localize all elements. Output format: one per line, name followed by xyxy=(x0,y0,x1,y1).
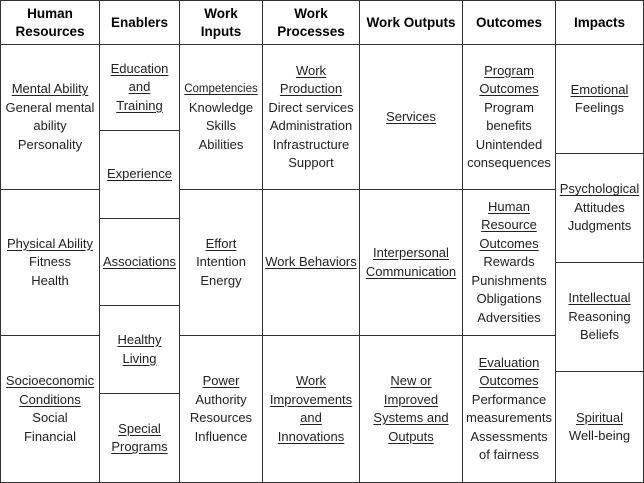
cell-title: Resource xyxy=(481,217,537,233)
cell-title: Healthy xyxy=(117,332,162,347)
cell-item: Skills xyxy=(205,118,237,133)
header-impacts xyxy=(556,0,644,45)
cell-title: New or xyxy=(390,373,432,388)
cell-title: Psychological xyxy=(559,181,640,197)
cell-item: Punishments xyxy=(471,272,547,288)
cell-title: Physical Ability xyxy=(7,235,93,251)
cell-oc-human xyxy=(463,190,556,336)
cell-item: Judgments xyxy=(567,218,632,234)
cell-title: Education xyxy=(110,60,169,76)
cell-item: Financial xyxy=(23,428,77,444)
cell-item: Intention xyxy=(196,254,246,270)
cell-title: Work xyxy=(295,62,327,78)
header-human-resources xyxy=(0,0,100,45)
cell-title: Improvements xyxy=(269,391,353,407)
cell-title: Mental Ability xyxy=(11,81,89,96)
cell-title: Outcomes xyxy=(479,373,539,388)
cell-title: Program xyxy=(484,62,534,78)
cell-title: Training xyxy=(116,97,163,113)
cell-title: Spiritual xyxy=(576,409,623,425)
header-enablers xyxy=(100,0,180,45)
cell-item: consequences xyxy=(467,155,551,170)
header-work-processes xyxy=(263,0,360,45)
cell-title: Living xyxy=(122,350,157,366)
cell-title: Intellectual xyxy=(568,290,631,306)
cell-item: Direct services xyxy=(268,99,354,115)
cell-wo-interpersonal xyxy=(360,190,463,336)
cell-wi-competencies xyxy=(180,45,263,190)
cell-title: Human xyxy=(488,198,530,214)
header-text: Resources xyxy=(15,23,85,39)
cell-item: General mental xyxy=(5,99,95,115)
cell-item: benefits xyxy=(486,118,532,133)
cell-title: Systems and xyxy=(373,410,449,425)
cell-title: Conditions xyxy=(19,391,81,407)
cell-item: measurements xyxy=(466,410,552,425)
cell-en-associations xyxy=(100,219,180,306)
cell-item: Authority xyxy=(195,391,247,407)
cell-en-education xyxy=(100,45,180,131)
cell-title: Programs xyxy=(111,439,168,454)
cell-title: Socioeconomic xyxy=(5,373,95,388)
cell-im-intellectual xyxy=(556,263,644,372)
cell-im-emotional xyxy=(556,45,644,154)
header-text: Impacts xyxy=(573,14,626,30)
cell-title: Services xyxy=(386,108,436,124)
cell-item: Energy xyxy=(200,272,242,288)
cell-item: ability xyxy=(33,118,67,133)
cell-item: Infrastructure xyxy=(272,136,350,152)
cell-title: Outcomes xyxy=(479,235,539,251)
cell-item: Health xyxy=(31,272,69,288)
header-text: Processes xyxy=(277,23,345,39)
cell-en-experience xyxy=(100,131,180,219)
cell-item: Well-being xyxy=(568,428,631,443)
cell-oc-program xyxy=(463,45,556,190)
cell-im-spiritual xyxy=(556,372,644,483)
cell-item: Performance xyxy=(471,391,547,407)
cell-item: Feelings xyxy=(574,100,625,115)
cell-title: Improved xyxy=(383,391,439,407)
cell-item: Influence xyxy=(194,428,248,444)
cell-wo-systems xyxy=(360,336,463,483)
header-work-outputs xyxy=(360,0,463,45)
header-text: Work xyxy=(204,5,238,21)
cell-title: Experience xyxy=(106,166,173,182)
cell-title: Innovations xyxy=(277,428,345,444)
cell-wp-behaviors xyxy=(263,190,360,336)
cell-en-special xyxy=(100,394,180,483)
cell-item: of fairness xyxy=(479,447,539,462)
cell-item: Social xyxy=(32,410,68,425)
cell-title: Effort xyxy=(205,235,237,251)
cell-item: Support xyxy=(288,155,334,170)
cell-wi-power xyxy=(180,336,263,483)
cell-title: and xyxy=(128,79,151,95)
header-text: Work xyxy=(294,5,328,21)
cell-title: Associations xyxy=(103,253,176,269)
header-text: Inputs xyxy=(200,23,242,39)
cell-item: Beliefs xyxy=(579,327,620,343)
cell-item: Adversities xyxy=(477,309,541,325)
cell-item: Assessments xyxy=(470,428,548,444)
cell-item: Fitness xyxy=(29,254,71,270)
cell-im-psychological xyxy=(556,154,644,263)
header-work-inputs xyxy=(180,0,263,45)
cell-title: and xyxy=(300,410,322,425)
cell-item: Resources xyxy=(189,410,253,425)
header-text: Enablers xyxy=(110,14,169,30)
cell-title: Power xyxy=(202,373,240,388)
cell-item: Abilities xyxy=(198,136,244,152)
cell-title: Production xyxy=(279,81,343,96)
cell-title: Work Behaviors xyxy=(265,254,357,270)
cell-title: Interpersonal xyxy=(373,245,449,260)
cell-item: Administration xyxy=(269,118,353,133)
cell-item: Unintended xyxy=(475,136,543,152)
cell-title: Work xyxy=(295,373,327,388)
cell-hr-socio xyxy=(0,336,100,483)
cell-oc-evaluation xyxy=(463,336,556,483)
cell-wp-improvements xyxy=(263,336,360,483)
cell-en-healthy xyxy=(100,306,180,394)
cell-wi-effort xyxy=(180,190,263,336)
cell-title: Competencies xyxy=(184,83,258,95)
header-outcomes xyxy=(463,0,556,45)
cell-item: Program xyxy=(484,99,534,115)
cell-title: Evaluation xyxy=(478,354,540,370)
cell-item: Attitudes xyxy=(574,199,625,215)
cell-item: Obligations xyxy=(476,291,542,307)
cell-title: Special xyxy=(118,420,161,436)
cell-hr-mental xyxy=(0,45,100,190)
header-text: Work Outputs xyxy=(366,14,456,30)
cell-hr-physical xyxy=(0,190,100,336)
cell-title: Outputs xyxy=(388,428,434,444)
cell-item: Rewards xyxy=(483,254,535,270)
cell-wo-services xyxy=(360,45,463,190)
cell-item: Knowledge xyxy=(188,99,254,115)
cell-title: Communication xyxy=(365,263,457,279)
cell-item: Personality xyxy=(17,136,83,152)
header-text: Human xyxy=(27,5,73,21)
header-text: Outcomes xyxy=(475,14,543,30)
cell-title: Emotional xyxy=(570,81,629,97)
cell-wp-production xyxy=(263,45,360,190)
cell-item: Reasoning xyxy=(568,308,631,324)
cell-title: Outcomes xyxy=(479,81,539,96)
